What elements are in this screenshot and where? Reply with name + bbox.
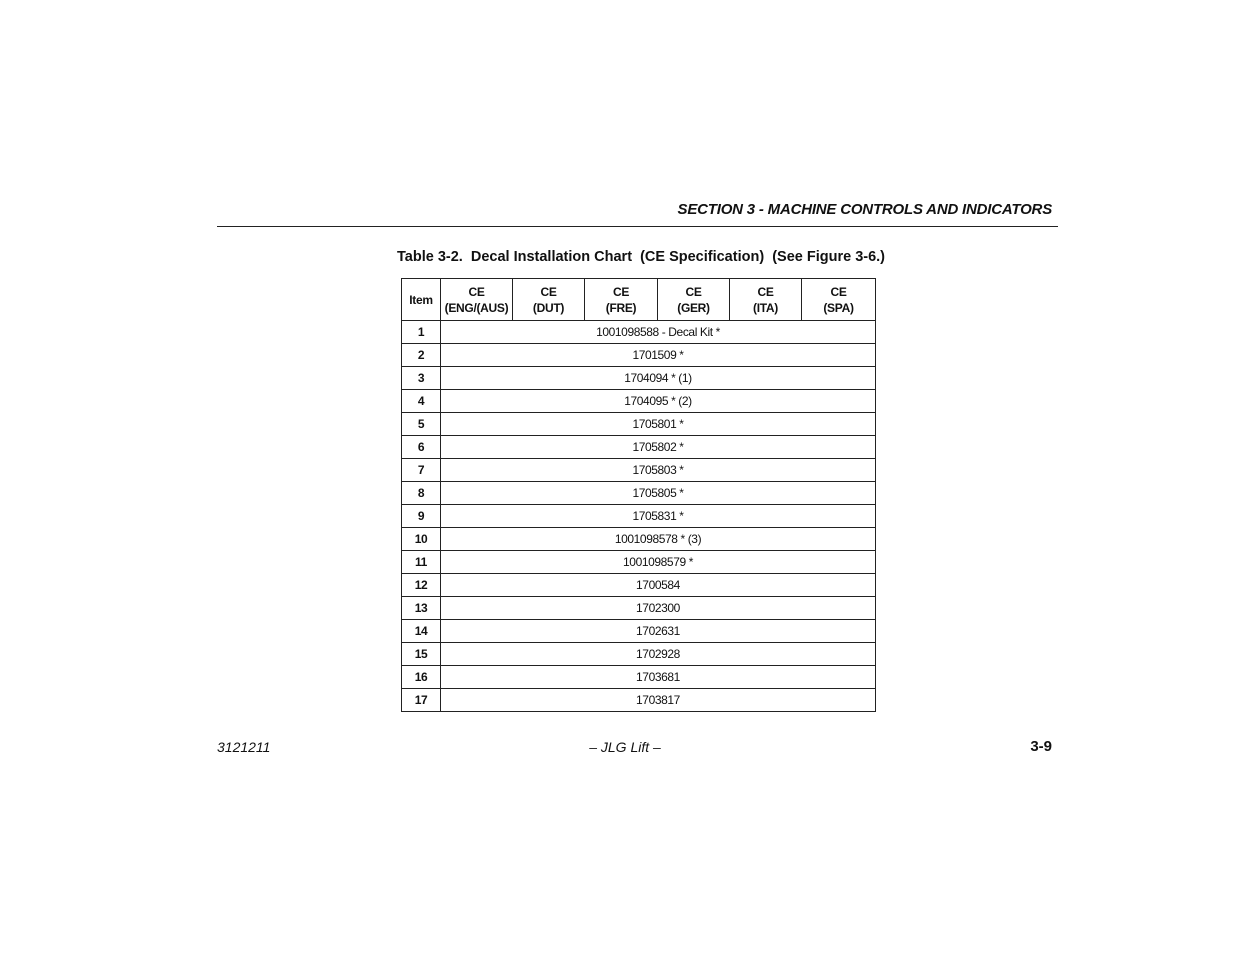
column-header-line: CE	[830, 284, 847, 299]
table-row	[402, 666, 876, 689]
part-number: 1705801 *	[441, 413, 876, 436]
part-number: 1001098579 *	[441, 551, 876, 574]
column-header-line: (GER)	[677, 300, 710, 315]
column-header-line: (ITA)	[753, 300, 778, 315]
part-number: 1705831 *	[441, 505, 876, 528]
column-header-line: (ENG/(AUS)	[444, 300, 509, 315]
part-number: 1705802 *	[441, 436, 876, 459]
table-row	[402, 597, 876, 620]
header-divider	[217, 226, 1058, 227]
table-row	[402, 551, 876, 574]
table-row	[402, 390, 876, 413]
item-number: 12	[402, 574, 441, 597]
column-header-line: CE	[612, 284, 630, 299]
part-number: 1702631	[441, 620, 876, 643]
table-row	[402, 344, 876, 367]
table-caption: Table 3-2. Decal Installation Chart (CE Specification) (See Figure 3-6.)	[397, 249, 886, 265]
part-number: 1700584	[441, 574, 876, 597]
table-header-row	[402, 279, 876, 321]
page-number: 3-9	[1030, 738, 1052, 755]
table-row	[402, 505, 876, 528]
column-header-item: Item	[402, 279, 441, 321]
item-number: 11	[402, 551, 441, 574]
part-number: 1001098588 - Decal Kit *	[441, 321, 876, 344]
column-header-line: CE	[757, 284, 774, 299]
part-number: 1704095 * (2)	[441, 390, 876, 413]
column-header-line: (DUT)	[532, 300, 565, 315]
part-number: 1705803 *	[441, 459, 876, 482]
table-row	[402, 689, 876, 712]
column-header-ce-spa	[802, 279, 876, 321]
item-number: 2	[402, 344, 441, 367]
column-header-line: (SPA)	[823, 300, 854, 315]
item-number: 16	[402, 666, 441, 689]
table-row	[402, 482, 876, 505]
table-row	[402, 574, 876, 597]
part-number: 1703817	[441, 689, 876, 712]
document-number: 3121211	[217, 739, 271, 755]
item-number: 6	[402, 436, 441, 459]
item-number: 8	[402, 482, 441, 505]
part-number: 1701509 *	[441, 344, 876, 367]
column-header-line: CE	[540, 284, 557, 299]
column-header-line: (FRE)	[605, 300, 637, 315]
part-number: 1702300	[441, 597, 876, 620]
item-number: 10	[402, 528, 441, 551]
table-row	[402, 459, 876, 482]
item-number: 13	[402, 597, 441, 620]
table-row	[402, 367, 876, 390]
column-header-ce-ger	[658, 279, 730, 321]
section-title: SECTION 3 - MACHINE CONTROLS AND INDICATORS	[677, 201, 1052, 218]
column-header-ce-dut	[513, 279, 585, 321]
table-row	[402, 643, 876, 666]
part-number: 1703681	[441, 666, 876, 689]
item-number: 7	[402, 459, 441, 482]
decal-installation-table	[401, 278, 876, 712]
item-number: 15	[402, 643, 441, 666]
part-number: 1001098578 * (3)	[441, 528, 876, 551]
table-row	[402, 620, 876, 643]
part-number: 1704094 * (1)	[441, 367, 876, 390]
part-number: 1702928	[441, 643, 876, 666]
column-header-ce-eng	[441, 279, 513, 321]
item-number: 3	[402, 367, 441, 390]
table-row	[402, 436, 876, 459]
table-row	[402, 321, 876, 344]
footer-brand: – JLG Lift –	[589, 739, 661, 755]
part-number: 1705805 *	[441, 482, 876, 505]
column-header-line: CE	[685, 284, 702, 299]
item-number: 1	[402, 321, 441, 344]
column-header-line: CE	[468, 284, 485, 299]
column-header-ce-ita	[730, 279, 802, 321]
item-number: 9	[402, 505, 441, 528]
item-number: 4	[402, 390, 441, 413]
table-row	[402, 528, 876, 551]
item-number: 14	[402, 620, 441, 643]
table-row	[402, 413, 876, 436]
item-number: 5	[402, 413, 441, 436]
column-header-ce-fre	[585, 279, 658, 321]
item-number: 17	[402, 689, 441, 712]
